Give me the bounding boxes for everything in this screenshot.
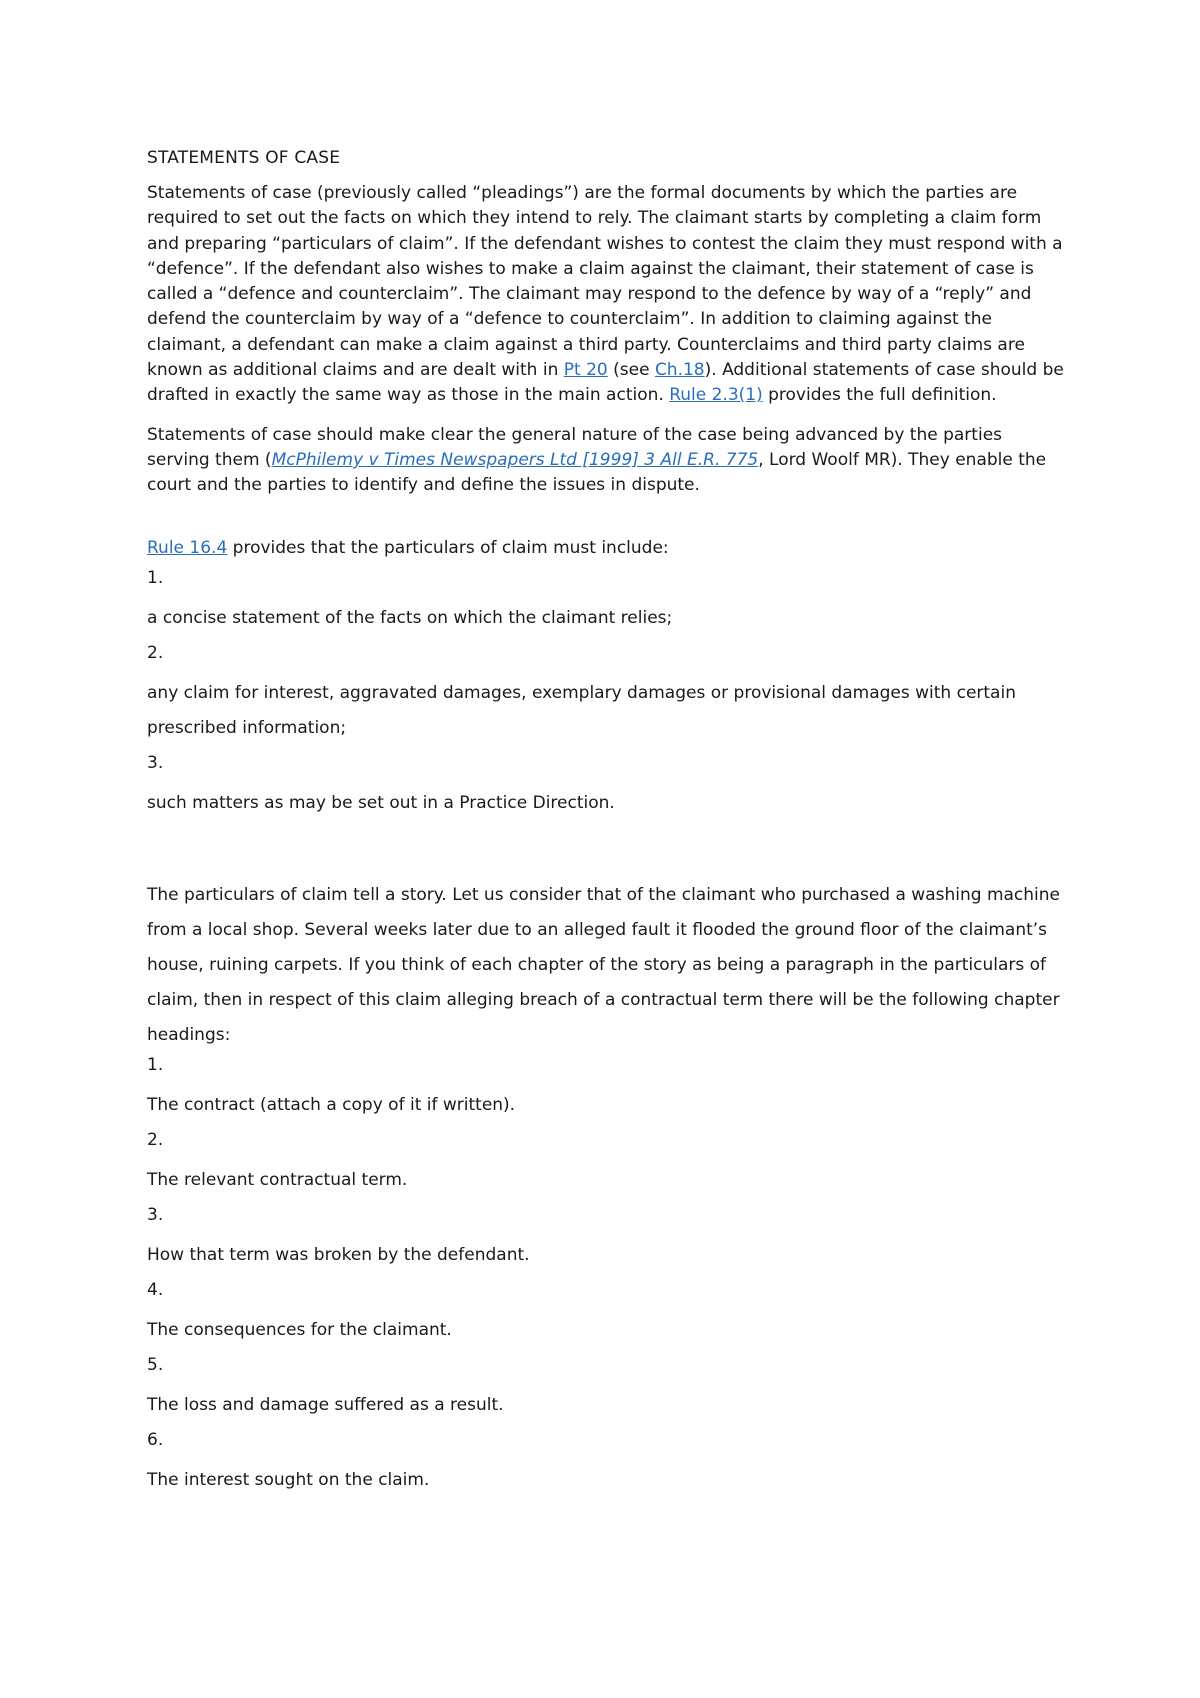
list-item-number: 4.: [147, 1279, 164, 1300]
list-item-number: 2.: [147, 1129, 164, 1150]
particulars-list: [147, 566, 1067, 821]
document-page: [147, 146, 1067, 1503]
list-item-text: The consequences for the claimant.: [147, 1319, 452, 1340]
paragraph-text: Statements of case (previously called “pleadings”) are the formal documents by which the parties are required to set out the facts on which they intend to rely. The claimant starts by completing a claim form and preparing “particulars of claim”. If the defendant wishes to contest the claim they must respond with a “defence”. If the defendant also wishes to make a claim against the claimant, their statement of case is called a “defence and counterclaim”. The claimant may respond to the defence by way of a “reply” and defend the counterclaim by way of a “defence to counterclaim”. In addition to claiming against the claimant, a defendant can make a claim against a third party. Counterclaims and third party claims are known as additional claims and are dealt with in: [147, 183, 1063, 381]
paragraph-text: provides the full definition.: [762, 385, 997, 406]
paragraph-story: The particulars of claim tell a story. Let us consider that of the claimant who purchased a washing machine from a local shop. Several weeks later due to an alleged fault it flooded the ground floor of the claimant’s house, ruining carpets. If you think of each chapter of the story as being a paragraph in the particulars of claim, then in respect of this claim alleging breach of a contractual term there will be the following chapter headings:: [147, 884, 1061, 1045]
list-item-text: any claim for interest, aggravated damages, exemplary damages or provisional damages with certain prescribed information;: [147, 682, 1016, 738]
list-item-text: such matters as may be set out in a Practice Direction.: [147, 792, 615, 813]
list-item-text: a concise statement of the facts on which the claimant relies;: [147, 607, 673, 628]
paragraph-text: ). Additional statements of case should be drafted in exactly the same way as those in the main action.: [147, 360, 1064, 406]
list-item-text: The contract (attach a copy of it if written).: [147, 1094, 516, 1115]
list-item-number: 3.: [147, 752, 164, 773]
link-rule-2-3-1[interactable]: Rule 2.3(1): [669, 385, 763, 406]
list-item-number: 1.: [147, 1054, 164, 1075]
paragraph-rule-16-4: [147, 531, 1067, 566]
link-mcphilemy-case[interactable]: McPhilemy v Times Newspapers Ltd [1999] 3 All E.R. 775: [271, 449, 759, 470]
list-item-number: 2.: [147, 642, 164, 663]
list-item-number: 5.: [147, 1354, 164, 1375]
list-item-number: 3.: [147, 1204, 164, 1225]
list-item-text: The interest sought on the claim.: [147, 1469, 430, 1490]
list-item-text: The loss and damage suffered as a result.: [147, 1394, 504, 1415]
list-item-text: How that term was broken by the defendant.: [147, 1244, 530, 1265]
chapter-headings-list: [147, 1053, 1067, 1498]
paragraph-text: provides that the particulars of claim must include:: [227, 537, 669, 558]
link-rule-16-4[interactable]: Rule 16.4: [147, 537, 228, 558]
link-pt-20[interactable]: Pt 20: [563, 360, 608, 381]
list-item-text: The relevant contractual term.: [147, 1169, 408, 1190]
paragraph-text: (see: [607, 360, 655, 381]
document-heading: STATEMENTS OF CASE: [147, 148, 341, 168]
list-item-number: 1.: [147, 567, 164, 588]
link-ch-18[interactable]: Ch.18: [654, 360, 705, 381]
list-item-number: 6.: [147, 1429, 164, 1450]
paragraph-statements-definition: [147, 181, 1067, 409]
paragraph-text: Statements of case should make clear the general nature of the case being advanced by the parties serving them (: [147, 424, 1003, 470]
paragraph-text: , Lord Woolf MR). They enable the court and the parties to identify and define the issues in dispute.: [147, 449, 1047, 496]
paragraph-general-nature: [147, 423, 1067, 499]
